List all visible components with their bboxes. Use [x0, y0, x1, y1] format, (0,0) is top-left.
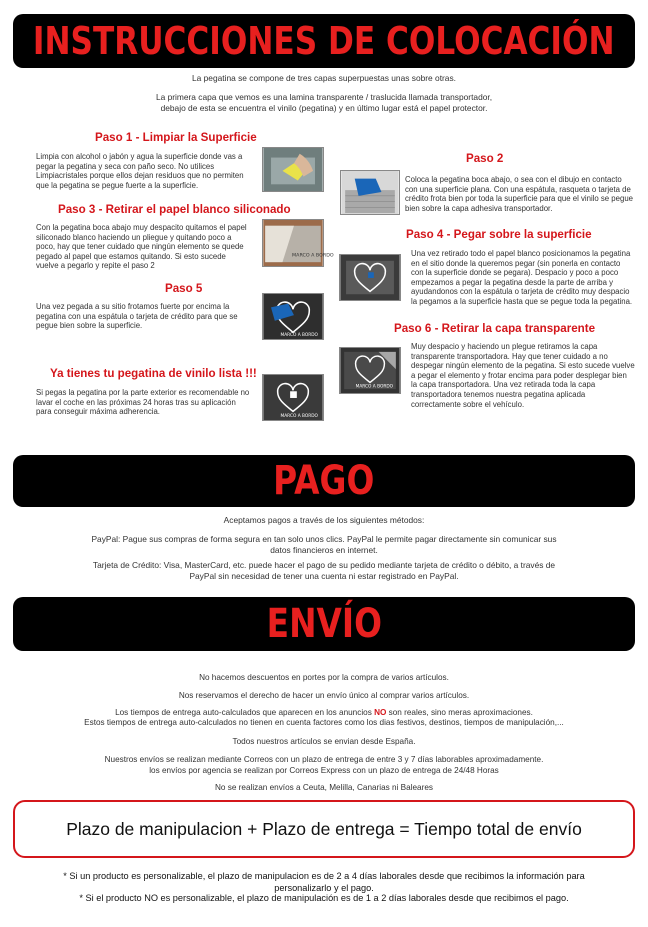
shipping-line-6: No se realizan envíos a Ceuta, Melilla, Canarias ni Baleares [215, 783, 433, 792]
intro-line-2: La primera capa que vemos es una lamina transparente / traslucida llamada transportador, debajo de esta se encuentra el vinilo (pegatina) y en último lugar está el papel protector. [155, 92, 493, 113]
step5-sticker-text: MARCO A BORDO [280, 333, 318, 339]
payment-title: PAGO [273, 458, 375, 504]
shipping-formula: Plazo de manipulacion + Plazo de entrega = Tiempo total de envío [66, 818, 582, 839]
step5-title: Paso 5 [165, 282, 203, 295]
footnote-personalizable: * Si un producto es personalizable, el plazo de manipulacion es de 2 a 4 días laborales desde que recibimos la información para personalizarlo y el pago. [63, 871, 585, 893]
shipping-no-emphasis: NO [374, 708, 387, 717]
step7-sticker-text: MARCO A BORDO [280, 414, 318, 420]
shipping-title: ENVÍO [266, 601, 382, 647]
shipping-formula-box [13, 800, 635, 858]
instructions-banner [13, 14, 635, 68]
step6-remove-transfer-image [339, 347, 401, 394]
step7-title: Ya tienes tu pegatina de vinilo lista !!! [50, 367, 257, 380]
step4-text: Una vez retirado todo el papel blanco posicionamos la pegatina en el sitio donde la queremos pegar (sin ponerla en contacto con la superficie donde se pegara). Despacio y poco a poco empezamos a pegar la pegatina desde la parte de arriba y ayudandonos con la espátula o tarjeta de crédito muy despacio la pegamos a la superficie hasta que se pegue toda la pegatina. [411, 249, 633, 306]
shipping-line-5: Nuestros envíos se realizan mediante Correos con un plazo de entrega de entre 3 y 7 días laborables aproximadamente. los envíos por agencia se realizan por Correos Express con un plazo de entrega de 24/48 Horas [104, 755, 544, 775]
step1-text: Limpia con alcohol o jabón y agua la superficie donde vas a pegar la pegatina y seca con paño seco. No utilices Limpiacristales porque ellos dejan residuos que no permiten que la pegatina se pegue fuerte a la superficie. [36, 152, 244, 190]
step1-cleaning-image [262, 147, 324, 192]
instructions-title: INSTRUCCIONES DE COLOCACIÓN [33, 19, 615, 63]
step7-text: Si pegas la pegatina por la parte exterior es recomendable no lavar el coche en las próximas 24 horas tras su aplicación para conseguir máxima adherencia. [36, 388, 250, 417]
shipping-line-3c: Estos tiempos de entrega auto-calculados no tienen en cuenta factores como los dias festivos, destinos, tiempos de manipulación,... [84, 718, 564, 727]
shipping-line-2: Nos reservamos el derecho de hacer un envío único al comprar varios artículos. [178, 691, 470, 700]
payment-banner [13, 455, 635, 507]
intro-line-1: La pegatina se compone de tres capas superpuestas unas sobre otras. [192, 73, 456, 83]
shipping-line-1: No hacemos descuentos en portes por la compra de varios artículos. [199, 673, 449, 682]
payment-card: Tarjeta de Crédito: Visa, MasterCard, etc. puede hacer el pago de su pedido mediante tarjeta de crédito o débito, a través de PayPal sin necesidad de tener una cuenta ni estar registrado en PayPal. [92, 560, 556, 581]
step3-text: Con la pegatina boca abajo muy despacito quitamos el papel siliconado blanco haciendo un pliegue y quitando poco a poco, hay que tener cuidado que ningún elemento se quede pegado al papel que estamos quitando. Si esto sucede vuelve a pegarlo y repite el paso 2 [36, 223, 247, 271]
step7-finished-image [262, 374, 324, 421]
step5-text: Una vez pegada a su sitio frotamos fuerte por encima la pegatina con una espátula o tarjeta de crédito para que se pegue bien sobre la superficie. [36, 302, 238, 331]
step5-rub-image [262, 293, 324, 340]
shipping-banner [13, 597, 635, 651]
shipping-line-3b: son reales, sino meras aproximaciones. [388, 708, 533, 717]
step3-title: Paso 3 - Retirar el papel blanco siliconado [58, 203, 291, 216]
step4-apply-image [339, 254, 401, 301]
step2-squeegee-image [340, 170, 400, 215]
step3-peel-image [262, 219, 334, 267]
step4-title: Paso 4 - Pegar sobre la superficie [406, 228, 592, 241]
payment-paypal: PayPal: Pague sus compras de forma segura en tan solo unos clics. PayPal le permite pagar directamente sin comunicar sus datos financieros en internet. [91, 534, 557, 555]
shipping-line-3a: Los tiempos de entrega auto-calculados que aparecen en los anuncios [115, 708, 372, 717]
step6-title: Paso 6 - Retirar la capa transparente [394, 322, 596, 335]
payment-intro: Aceptamos pagos a través de los siguientes métodos: [223, 515, 425, 525]
shipping-line-3 [40, 708, 608, 719]
step1-title: Paso 1 - Limpiar la Superficie [95, 131, 257, 144]
shipping-line-4: Todos nuestros artículos se envian desde España. [232, 737, 416, 746]
step2-text: Coloca la pegatina boca abajo, o sea con el dibujo en contacto con una superficie plana. Con una espátula, rasqueta o tarjeta de crédito frota bien por toda la superficie para que el vinilo se pegue bien sobre la capa adhesiva transportador. [405, 175, 633, 213]
step6-text: Muy despacio y haciendo un plegue retiramos la capa transparente transportadora. Hay que tener cuidado a no despegar ningún elemento de la pegatina. Si esto sucede vuelve a pegar el elemento y frotar encima para poder desplegar bien la capa transportadora. Una vez retirada toda la capa transportadora tenemos nuestra pegatina aplicada correctamente sobre el vehículo. [411, 342, 635, 409]
step3-sticker-text: MARCO A BORDO [292, 253, 334, 259]
step6-sticker-text: MARCO A BORDO [355, 384, 394, 390]
footnote-not-personalizable: * Si el producto NO es personalizable, el plazo de manipulación es de 1 a 2 días laborales desde que recibimos el pago. [79, 893, 569, 903]
step2-title: Paso 2 [466, 152, 504, 165]
